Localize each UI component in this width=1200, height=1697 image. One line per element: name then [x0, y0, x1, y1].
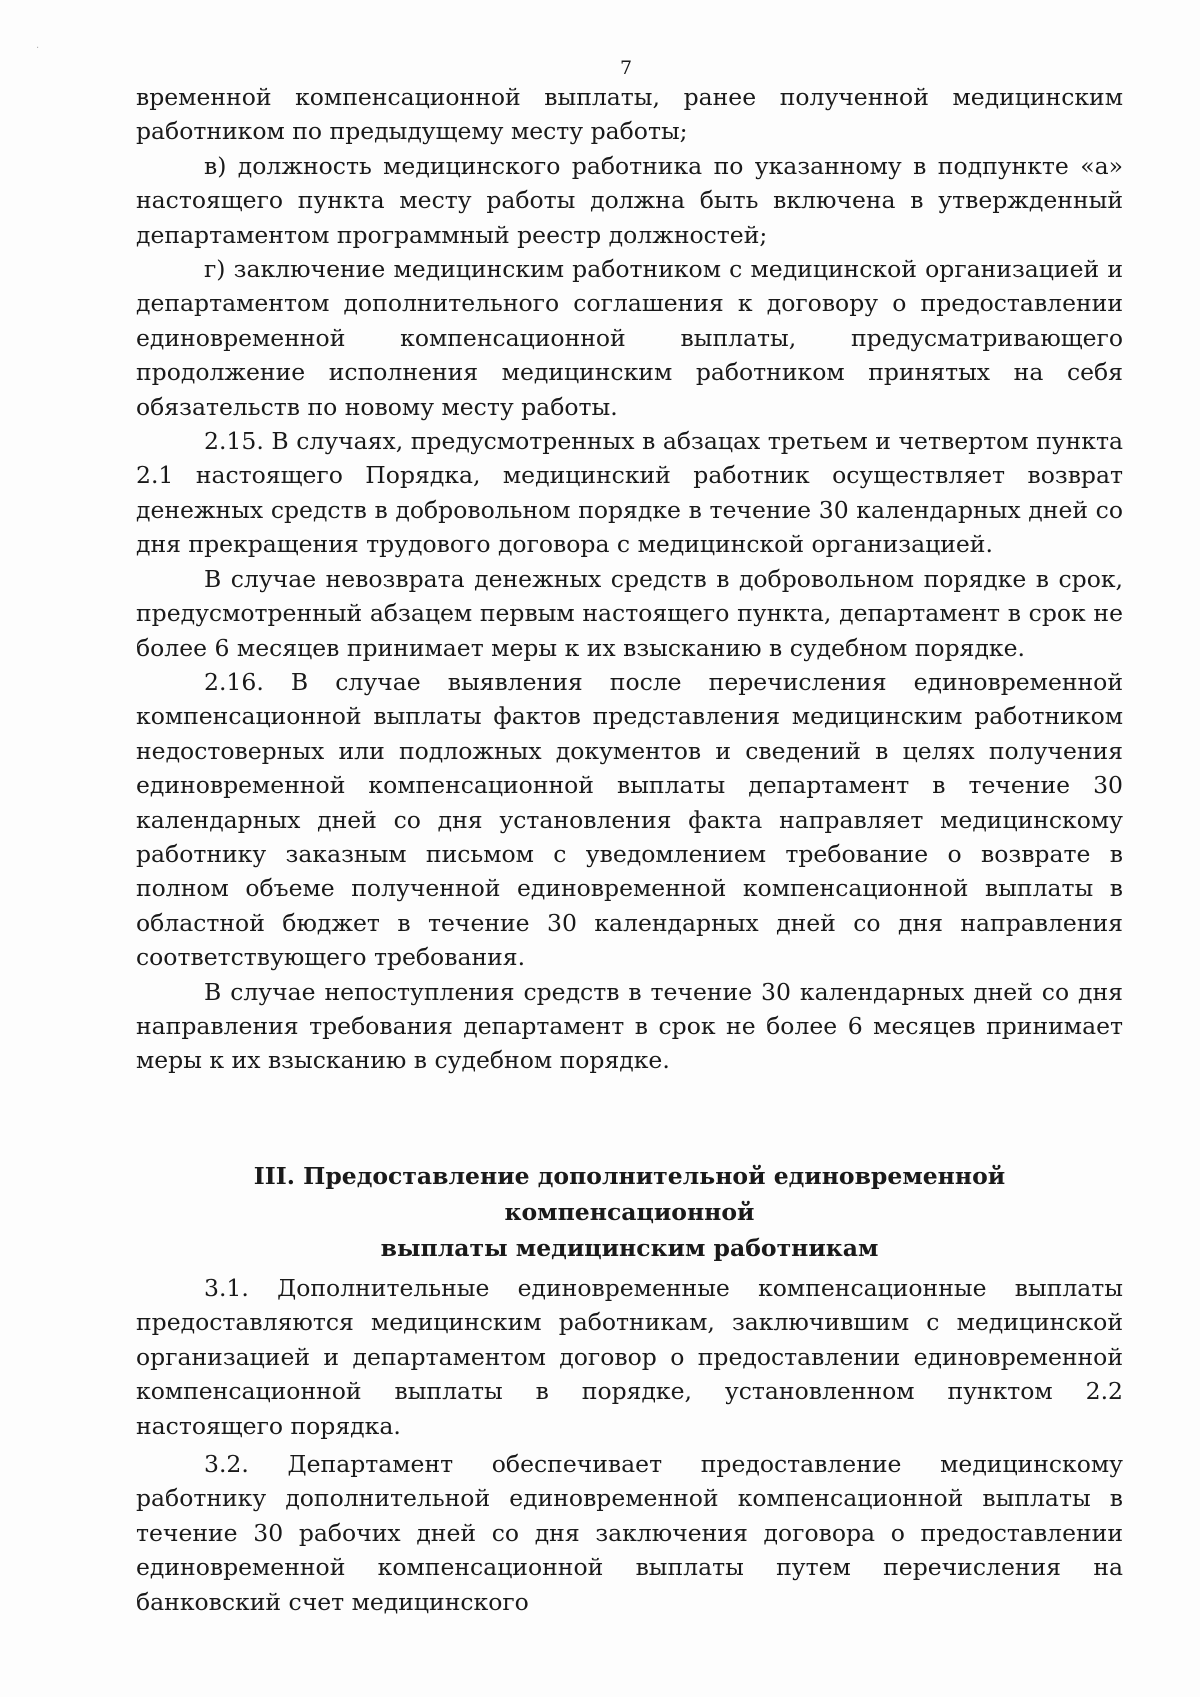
paragraph-2-16-non-receipt: В случае непоступления средств в течение 30 календарных дней со дня направления требования департамент в срок не более 6 месяцев принимает меры к их взысканию в судебном порядке.: [136, 977, 1123, 1075]
paragraph-2-15: 2.15. В случаях, предусмотренных в абзацах третьем и четвертом пункта 2.1 настоящего Порядка, медицинский работник осуществляет возврат денежных средств в добровольном порядке в течение 30 календарных дней со дня прекращения трудового договора с медицинской организацией.: [136, 427, 1123, 559]
paragraph-2-16: 2.16. В случае выявления после перечисления единовременной компенсационной выплаты фактов представления медицинским работником недостоверных или подложных документов и сведений в целях получения единовременной компенсационной выплаты департамент в течение 30 календарных дней со дня установления факта направляет медицинскому работнику заказным письмом с уведомлением требование о возврате в полном объеме полученной единовременной компенсационной выплаты в областной бюджет в течение 30 календарных дней со дня направления соответствующего требования.: [136, 667, 1123, 972]
section-3-text: [136, 1271, 1123, 1623]
page-number: 7: [620, 57, 633, 79]
body-text: [136, 80, 1123, 1078]
section-heading: [136, 1158, 1123, 1266]
paragraph-subitem-g: г) заключение медицинским работником с медицинской организацией и департаментом дополнительного соглашения к договору о предоставлении единовременной компенсационной выплаты, предусматривающего продолжение исполнения медицинским работником принятых на себя обязательств по новому месту работы.: [136, 255, 1123, 421]
paragraph-3-1: 3.1. Дополнительные единовременные компенсационные выплаты предоставляются медицинским работникам, заключившим с медицинской организацией и департаментом договор о предоставлении единовременной компенсационной выплаты в порядке, установленном пунктом 2.2 настоящего порядка.: [136, 1274, 1123, 1440]
section-heading-line-2: выплаты медицинским работникам: [380, 1234, 879, 1262]
paragraph-3-2: 3.2. Департамент обеспечивает предоставление медицинскому работнику дополнительной единовременной компенсационной выплаты в течение 30 рабочих дней со дня заключения договора о предоставлении единовременной компенсационной выплаты путем перечисления на банковский счет медицинского: [136, 1450, 1123, 1616]
paragraph-subitem-v: в) должность медицинского работника по указанному в подпункте «а» настоящего пункта месту работы должна быть включена в утвержденный департаментом программный реестр должностей;: [136, 151, 1123, 249]
section-heading-line-1: III. Предоставление дополнительной единовременной компенсационной: [253, 1162, 1006, 1226]
paragraph-2-15-refund: В случае невозврата денежных средств в добровольном порядке в срок, предусмотренный абзацем первым настоящего пункта, департамент в срок не более 6 месяцев принимает меры к их взысканию в судебном порядке.: [136, 564, 1123, 662]
scan-artifact-mark: .: [36, 40, 40, 51]
paragraph-continuation: временной компенсационной выплаты, ранее полученной медицинским работником по предыдущему месту работы;: [136, 83, 1123, 146]
